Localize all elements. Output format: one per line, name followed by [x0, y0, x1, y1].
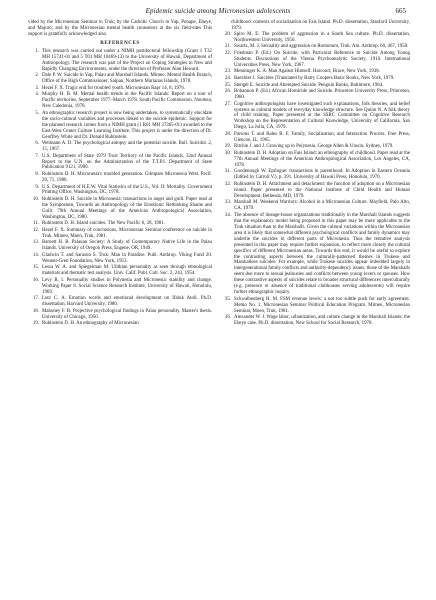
reference-text: Lutz C. A. Emotion words and emotional development on Ifaluk Atoll. Ph.D. dissertation, Harvard University, 1980. — [42, 296, 212, 308]
reference-text: U.S. Department of State 1979 Trust Territory of the Pacific Islands, 32nd Annual Report to the U.N. on the Administration of the T.T.P.I. Department of State Publication 9121, 1980. — [42, 153, 212, 171]
reference-number: 23. — [224, 69, 231, 75]
reference-item — [28, 185, 212, 197]
reference-number: 20. — [224, 31, 231, 37]
reference-number: 32. — [224, 181, 231, 187]
reference-text: The absence of lineage-house organizations traditionally in the Marshall Islands suggests that the explanatory model being proposed in this paper may be more applicable to the Truk situation than to the Marshalls. Given the cultural variations within the Micronesian area it is likely that somewhat different psychological conflicts and family dynamics may underlie the suicides in different parts of Micronesia. Thus the tentative analysis presented in this paper may require further expansion, to reflect more closely the cultural specifics of different Micronesian areas. Towards this end, it would be useful to explore the contrasting aspects between the culturally-patterned themes in Trukese and Marshallese suicides. For example, while Trukese suicides appear imbedded largely in intergenerational family conflicts and authority-dependency issues, those of the Marshalls seem due more to sexual jealousies and conflicts between young lovers or spouses. How these contrastive aspects of suicides relate to broader structural differences interculturally (e.g. presence or absence of traditional clubhouses serving adolescents) will require further ethnographic inquiry. — [234, 212, 410, 296]
reference-item — [28, 240, 212, 252]
reference-item — [28, 278, 212, 296]
reference-text: Mahoney F. B. Projective psychological findings in Palau personality. Master's thesis. University of Chicago, 1950. — [42, 308, 212, 320]
reference-text: Parsons T. and Bales R. F. Family, Socialization, and Interaction Process. Free Press, Glencoe, IL, 1965. — [234, 131, 410, 143]
reference-list — [28, 49, 212, 328]
reference-item — [220, 151, 410, 169]
reference-item — [28, 265, 212, 277]
reference-text: Stengel E. Suicide and Attempted Suicide. Penguin Books, Baltimore, 1964. — [234, 82, 384, 88]
reference-item — [220, 76, 410, 82]
reference-text: U.S. Department of H.E.W. Vital Statistics of the U.S., Vol. II: Mortality. Government Printing Office, Washington, DC, 1978. — [42, 184, 212, 196]
reference-text: Rubinstein D. H. An ethnography of Micronesian — [42, 321, 139, 327]
reference-text: Spiro M. E. The problem of aggression in a South Sea culture. Ph.D. dissertation, Northwestern University, 1950. — [234, 31, 410, 43]
reference-text: Levy R. I. Personality studies in Polynesia and Micronesia: stability and change. Working Paper 8. Social Science Research Institute, University of Hawaii, Honolulu, 1969. — [42, 277, 212, 295]
reference-item — [220, 213, 410, 296]
right-column — [220, 20, 410, 328]
reference-item — [28, 197, 212, 221]
reference-item — [28, 111, 212, 141]
reference-number: 27. — [224, 101, 231, 107]
reference-text: Rubinstein D. H. Attachment and detachment: the function of adoption on a Micronesian island. Paper presented to the National Institute of Child Health and Human Development, Bethesda, MD, 1979. — [234, 181, 410, 199]
reference-item — [220, 182, 410, 200]
reference-text: Goodenough W. Epilogue: transactions in parenthood. In Adoption in Eastern Oceania (Edited by Carroll V.), p. 391. University of Hawaii Press, Honolulu, 1970. — [234, 169, 410, 181]
reference-item — [28, 228, 212, 240]
reference-item — [28, 86, 212, 92]
running-header — [0, 7, 436, 17]
reference-number: 7. — [35, 153, 39, 159]
reference-number: 10. — [32, 197, 39, 203]
reference-text: Alexander W. J. Wage labor, urbanization, and culture change in the Marshall Islands: the Ebeye case. Ph.D. dissertation, New School for Social Research, 1978. — [234, 315, 410, 327]
reference-text: Ritchie J. and J. Growing up in Polynesia. George Allen & Unwin, Sydney, 1979. — [234, 144, 394, 150]
reference-item — [220, 51, 410, 69]
reference-text: Weimann A. D. The psychological autopsy and the potential suicide. Bull. Suicidol. 2, 15, 1967. — [42, 141, 212, 153]
reference-number: 21. — [224, 44, 231, 50]
reference-item — [28, 154, 212, 172]
reference-text: Marshall M. Weekend Warriors: Alcohol in a Micronesian Culture. Mayfield, Palo Alto, CA, 1979. — [234, 200, 410, 212]
reference-number: 14. — [32, 252, 39, 258]
reference-item — [220, 32, 410, 44]
reference-item — [28, 321, 212, 327]
reference-item — [28, 92, 212, 110]
reference-item — [220, 297, 410, 315]
reference-number: 5. — [35, 110, 39, 116]
reference-item — [220, 169, 410, 181]
reference-text: Dale P. W. Suicide in Yap, Palau and Marshall Islands. Mimeo. Mental Health Branch, Office of the High Commissioner, Saipan, Northern Marianas Islands, 1978. — [42, 73, 212, 85]
reference-item — [220, 144, 410, 150]
reference-item — [28, 141, 212, 153]
reference-number: 11. — [33, 221, 39, 227]
reference-text: Friedman P. (Ed.) On Suicide, with Particular Reference to Suicide Among Young Students. Discussions of the Vienna Psychoanalytic Society, 1910. International Universities Press, New York, 1967. — [234, 50, 410, 68]
reference-number: 22. — [224, 50, 231, 56]
reference-number: 35. — [224, 296, 231, 302]
reference-number: 33. — [224, 200, 231, 206]
reference-number: 34. — [224, 212, 231, 218]
reference-text: Baechler J. Suicides (Translated by Barry Coopers Basic Books, New York, 1979. — [234, 75, 395, 81]
reference-number: 30. — [224, 150, 231, 156]
reference-text: Schwalbenberg H. M. FSM revenue levels: a not too subtle push for early agreement. Memo No. 1, Micronesian Seminar Political Education Program. Mimeo, Micronesian Seminar, Moen, Truk, 1981. — [234, 296, 410, 314]
reference-text: Rubinstein D. H. Adoption on Fais Island: an ethnography of childhood. Paper read at the 77th Annual Meetings of the American Anthropological Association, Los Angeles, CA, 1978. — [234, 150, 410, 168]
reference-number: 12. — [32, 227, 39, 233]
reference-item — [220, 315, 410, 327]
reference-text: Swartz, M. J. Sexuality and aggression on Romonum, Truk. Am. Anthrop. 60, 467, 1958. — [234, 44, 409, 50]
reference-number: 15. — [32, 265, 39, 271]
reference-number: 6. — [35, 141, 39, 147]
reference-item — [220, 69, 410, 75]
reference-text: Bohannon P. (Ed.) African Homicide and Suicide. Princeton University Press, Princeton, 1960. — [234, 89, 410, 100]
reference-number: 3. — [35, 85, 39, 91]
reference-item — [28, 296, 212, 308]
reference-text: Menninger K. A. Man Against Himself. Harcourt, Brace, New York, 1938. — [234, 69, 380, 75]
reference-number: 13. — [32, 240, 39, 246]
running-title: Epidemic suicide among Micronesian adolescents — [145, 7, 291, 15]
reference-number: 25. — [224, 82, 231, 88]
reference-number: 17. — [32, 296, 39, 302]
references-heading: REFERENCES — [100, 40, 140, 46]
reference-continuation: childhood: contexts of socialization on Fais Island. Ph.D. dissertation, Stanford University, 1979. — [231, 20, 410, 31]
reference-text: Barnett H. B. Palauan Society: A Study of Contemporary Native Life in the Palau Islands. University of Oregon Press, Eugene, OR, 1949. — [42, 240, 212, 252]
reference-number: 19. — [32, 321, 39, 327]
reference-number: 8. — [35, 172, 39, 178]
reference-text: Hezel F. X. Summary of conclusions, Micronesian Seminar conference on suicide in Truk. Mimeo, Moen, Truk, 1981. — [42, 227, 212, 239]
reference-item — [28, 73, 212, 85]
reference-item — [220, 44, 410, 50]
reference-text: Hezel F. X. Tragic end for troubled youth. Micronesian Rapr 14, 8, 1976. — [42, 85, 186, 91]
reference-number: 26. — [224, 89, 231, 95]
reference-item — [220, 83, 410, 89]
reference-number: 36. — [224, 315, 231, 321]
reference-text: Cognitive anthropologists have investigated such explanations, folk theories, and belief systems as cultural models of everyday knowledge structure. See Quinn N. A folk theory of child training. Paper presented at the SSRC Committee on Cognitive Research Workshop on the Representation of Cultural Knowledge, University of California, San Diego, La Jolla, CA, 1979. — [234, 101, 410, 131]
reference-text: Lessa W. A. and Spiegelman M. Ulithian personality as seen through ethnological materials and thematic test analysis. Univ. Calif. Publ. Cult. Soc. 2, 243, 1954. — [42, 265, 212, 277]
reference-number: 24. — [224, 75, 231, 81]
reference-text: An ethnographic research project is now being undertaken, to systematically elucidate the socio-cultural variables and processes linked to the suicide epidemic. Support for the planned research comes from a NIMH grant (1 R01 MH 37365-01) awarded to the East-West Center Culture Learning Institute. This project is under the direction of Dr. Geoffrey White and Dr. Donald Rubinstein. — [42, 110, 212, 140]
page-number: 665 — [395, 7, 406, 15]
reference-number: 9. — [35, 184, 39, 190]
reference-number: 31. — [224, 169, 231, 175]
reference-item — [28, 221, 212, 227]
reference-item — [28, 172, 212, 184]
acknowledgement-paragraph: vided by the Micronesian Seminar in Truk; by the Catholic Church in Yap, Ponape, Ebeye, and Majuro; and by the Micronesian mental health counselors at the six field-sites This support is gratefully acknowledged also. — [28, 20, 212, 37]
reference-item — [28, 253, 212, 265]
reference-number: 4. — [35, 92, 39, 98]
reference-item — [220, 200, 410, 212]
reference-text: Rubinstein D. H. Island suicides. The New Pacific 6, 28, 1981. — [42, 221, 165, 227]
reference-text: Murphy H. B. M. Mental health trends in the Pacific Islands: Report on a tour of Pacific territories, September 1977–March 1978. South Pacific Commission, Noumea, New Caledonia, 1978. — [42, 92, 212, 110]
reference-number: 2. — [35, 73, 39, 79]
reference-item — [220, 89, 410, 101]
left-column — [28, 20, 212, 328]
reference-item — [220, 102, 410, 132]
reference-number: 29. — [224, 144, 231, 150]
reference-text: Rubinstein D. H. Micronesia's troubled generation. Glimpses Micronesia West. Pacif. 20, 71, 1980. — [42, 172, 212, 183]
reference-number: 18. — [32, 308, 39, 314]
reference-number: 1. — [35, 48, 39, 54]
reference-item — [28, 49, 212, 73]
reference-number: 16. — [32, 277, 39, 283]
reference-text: Rubinstein D. H. Suicide in Micronesia: transactions in anger and guilt. Paper read at the Symposium, Towards an Anthropology of the Emotions: Rethinking Shame and Guilt. 79th Annual Meetings of the American Anthropological Association, Washington, DC, 1980. — [42, 197, 212, 220]
reference-text: Gladwin T. and Sarason S. Truk: Man in Paradise. Publ. Anthrop. Viking Fund 20. Wenner-Gren Foundation, New York, 1953. — [42, 252, 212, 264]
reference-text: This research was carried out under a NIMH postdoctoral fellowship (Grant 1 T32 MH 15741-01 and 5 T01 MH 10469-13) to the University of Hawaii, Department of Anthropology. The research was part of the Project on Coping Strategies in New and Rapidly Changing Environments, under the direction of Professor Alan Howard. — [42, 48, 212, 72]
reference-item — [28, 309, 212, 321]
reference-list — [220, 32, 410, 327]
reference-item — [220, 132, 410, 144]
reference-number: 28. — [224, 131, 231, 137]
